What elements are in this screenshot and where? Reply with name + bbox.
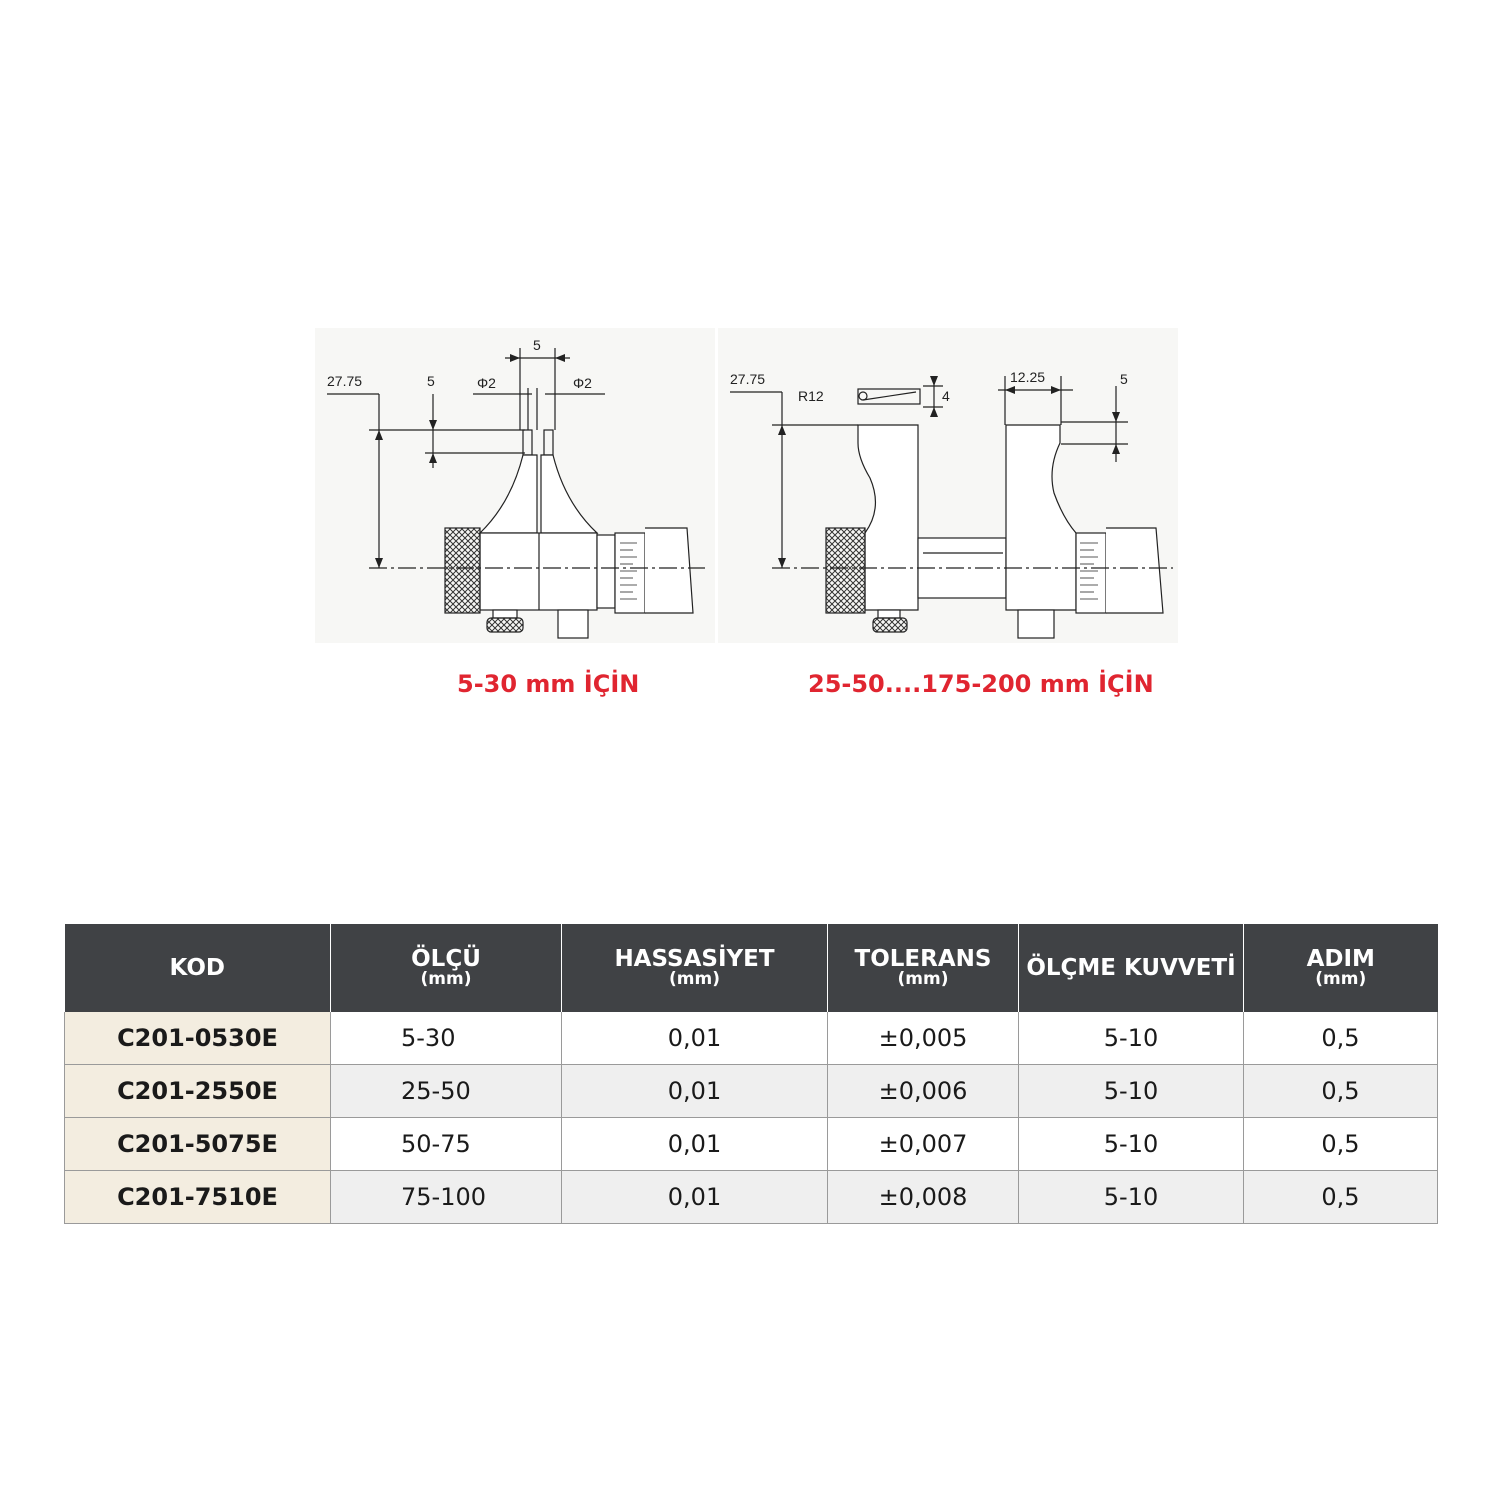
dim-top-width-label: 5 <box>533 337 541 353</box>
dim-jaw-width-label: 12.25 <box>1010 369 1046 385</box>
dim-radius-label: R12 <box>798 388 824 404</box>
cell-olcme-kuvveti: 5-10 <box>1019 1118 1244 1171</box>
cell-hassasiyet: 0,01 <box>562 1012 828 1065</box>
header-row <box>65 924 1438 1012</box>
cell-adim: 0,5 <box>1244 1012 1438 1065</box>
cell-olcu: 75-100 <box>331 1171 562 1224</box>
drawing-caption-25-200: 25-50....175-200 mm İÇİN <box>808 670 1154 698</box>
header-unit: (mm) <box>669 969 720 990</box>
cell-hassasiyet: 0,01 <box>562 1171 828 1224</box>
cell-kod: C201-7510E <box>65 1171 331 1224</box>
cell-adim: 0,5 <box>1244 1118 1438 1171</box>
header-unit: (mm) <box>1315 969 1367 990</box>
header-olcu: ÖLÇÜ (mm) <box>331 924 562 1012</box>
table-row <box>65 1118 1438 1171</box>
cell-tolerans: ±0,006 <box>828 1065 1019 1118</box>
cell-tolerans: ±0,007 <box>828 1118 1019 1171</box>
dim-tip-label: 4 <box>942 388 950 404</box>
cell-hassasiyet: 0,01 <box>562 1065 828 1118</box>
dim-jaw-depth-label: 5 <box>1120 371 1128 387</box>
cell-kod: C201-0530E <box>65 1012 331 1065</box>
dim-phi-right-label: Φ2 <box>573 375 592 391</box>
header-unit: (mm) <box>897 969 949 990</box>
header-adim: ADIM (mm) <box>1244 924 1438 1012</box>
header-olcme-kuvveti: ÖLÇME KUVVETİ <box>1019 924 1244 1012</box>
dim-height-label: 27.75 <box>730 371 766 387</box>
cell-olcu: 5-30 <box>331 1012 562 1065</box>
cell-adim: 0,5 <box>1244 1065 1438 1118</box>
dim-height-label: 27.75 <box>327 373 363 389</box>
dim-jaw-depth-label: 5 <box>427 373 435 389</box>
drawing-caption-5-30: 5-30 mm İÇİN <box>457 670 640 698</box>
cell-olcme-kuvveti: 5-10 <box>1019 1171 1244 1224</box>
cell-adim: 0,5 <box>1244 1171 1438 1224</box>
cell-tolerans: ±0,008 <box>828 1171 1019 1224</box>
micrometer-drawing-25-200 <box>718 328 1178 643</box>
cell-olcme-kuvveti: 5-10 <box>1019 1012 1244 1065</box>
header-kod: KOD <box>65 924 331 1012</box>
header-hassasiyet: HASSASİYET (mm) <box>562 924 828 1012</box>
table-row <box>65 1012 1438 1065</box>
header-tolerans: TOLERANS (mm) <box>828 924 1019 1012</box>
cell-tolerans: ±0,005 <box>828 1012 1019 1065</box>
dim-phi-left-label: Φ2 <box>477 375 496 391</box>
cell-olcu: 25-50 <box>331 1065 562 1118</box>
cell-hassasiyet: 0,01 <box>562 1118 828 1171</box>
table-row <box>65 1065 1438 1118</box>
header-unit: (mm) <box>420 969 472 990</box>
cell-olcme-kuvveti: 5-10 <box>1019 1065 1244 1118</box>
cell-olcu: 50-75 <box>331 1118 562 1171</box>
table-row <box>65 1171 1438 1224</box>
spec-table <box>64 924 1438 1224</box>
cell-kod: C201-5075E <box>65 1118 331 1171</box>
micrometer-drawing-5-30 <box>315 328 715 643</box>
cell-kod: C201-2550E <box>65 1065 331 1118</box>
